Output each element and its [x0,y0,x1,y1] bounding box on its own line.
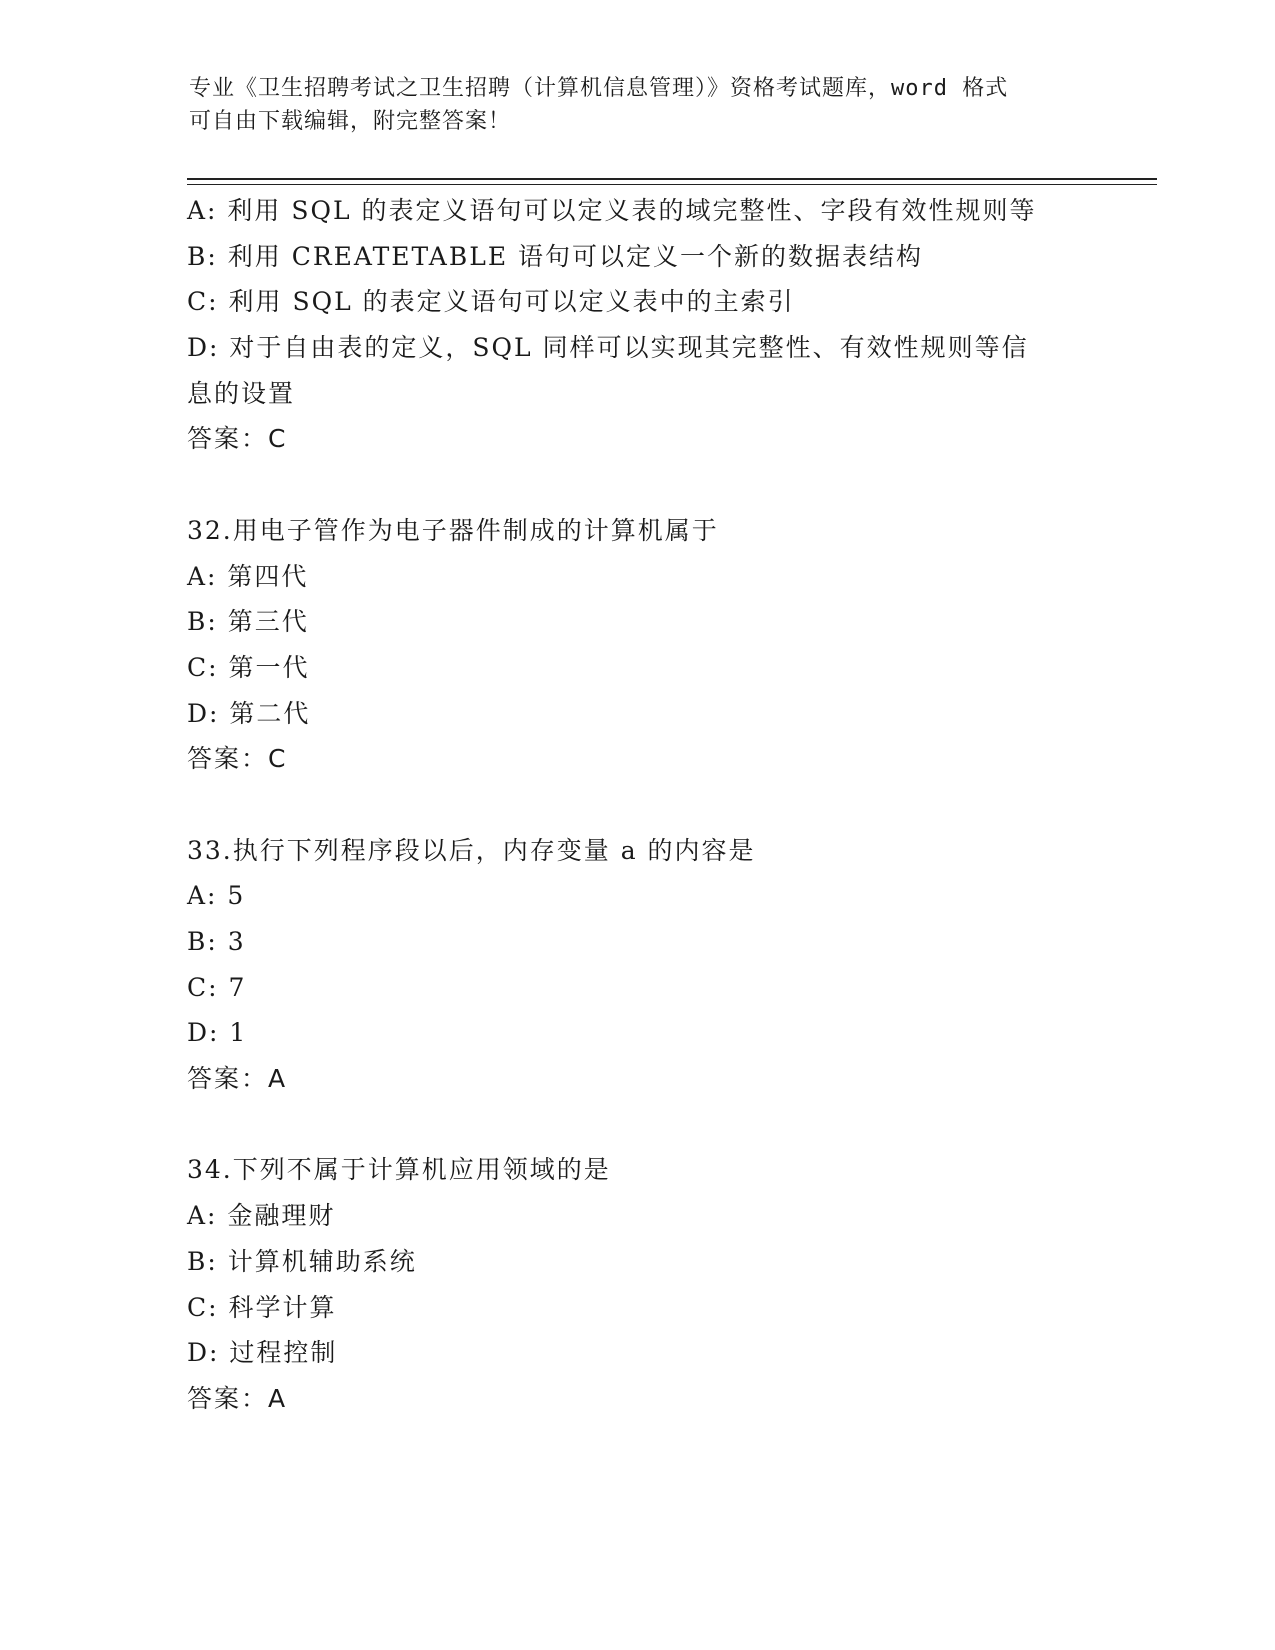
answer: 答案：C [187,424,288,454]
header-title-line-1: 专业《卫生招聘考试之卫生招聘（计算机信息管理）》资格考试题库，word 格式 [189,76,1009,101]
option-a: A: 利用 SQL 的表定义语句可以定义表的域完整性、字段有效性规则等 [187,196,1037,225]
header-divider-thin [187,184,1157,185]
question-stem: 32.用电子管作为电子器件制成的计算机属于 [187,515,719,545]
answer: 答案：A [187,1383,288,1413]
header-title-line-2: 可自由下载编辑，附完整答案！ [189,109,512,134]
option-a: A: 5 [187,881,246,911]
question-32 [187,508,1087,782]
option-d: D: 第二代 [187,698,311,728]
option-c: C: 利用 SQL 的表定义语句可以定义表中的主索引 [187,287,795,317]
option-a: A: 金融理财 [187,1201,336,1231]
option-a: A: 第四代 [187,561,309,591]
option-d: D: 1 [187,1018,248,1048]
question-list [187,188,1087,1422]
option-d: D: 对于自由表的定义，SQL 同样可以实现其完整性、有效性规则等信 [187,333,1029,363]
spacer [187,782,1087,828]
option-c: C: 第一代 [187,652,310,682]
header-divider-thick [187,178,1157,180]
option-b: B: 第三代 [187,607,309,637]
question-stem: 33.执行下列程序段以后，内存变量 a 的内容是 [187,835,756,865]
option-c: C: 科学计算 [187,1292,337,1322]
question-33 [187,828,1087,1102]
spacer [187,462,1087,508]
option-c: C: 7 [187,972,247,1002]
answer: 答案：A [187,1064,288,1094]
option-d-continued: 息的设置 [187,378,296,408]
option-b: B: 3 [187,927,246,956]
question-stem: 34.下列不属于计算机应用领域的是 [187,1155,611,1185]
spacer [187,1102,1087,1148]
question-31 [187,188,1087,462]
answer: 答案：C [187,744,288,774]
option-b: B: 计算机辅助系统 [187,1246,417,1276]
option-b: B: 利用 CREATETABLE 语句可以定义一个新的数据表结构 [187,241,924,271]
option-d: D: 过程控制 [187,1338,338,1368]
document-header [189,72,1089,138]
question-34 [187,1147,1087,1421]
